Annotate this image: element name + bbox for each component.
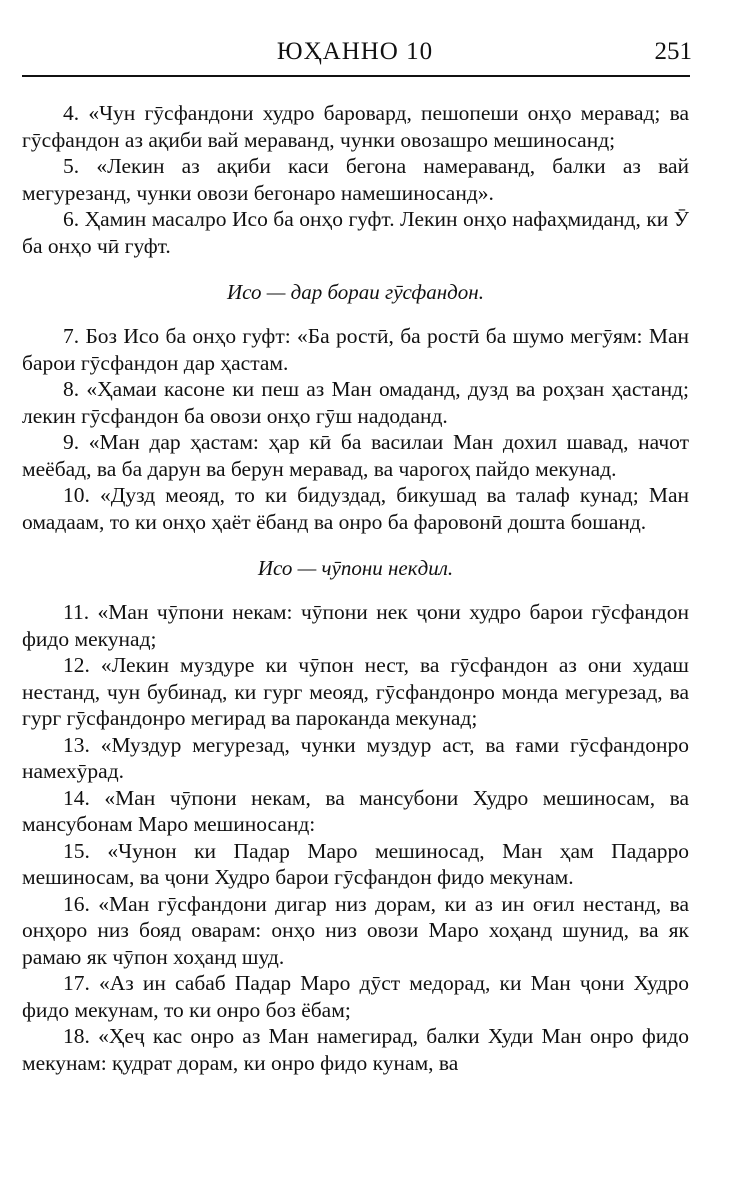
verse-5: 5. «Лекин аз ақиби каси бегона намераванд, балки аз вай мегурезанд, чунки овози бегонаро намешиносанд». [22,154,689,205]
header-rule [22,75,690,77]
verse-15: 15. «Чунон ки Падар Маро мешиносад, Ман ҳам Падарро мешиносам, ва ҷони Худро барои гӯсфандон фидо мекунам. [22,838,689,889]
section-heading-good-shepherd: Исо — чӯпони некдил. [257,556,454,580]
verse-16: 16. «Ман гӯсфандони дигар низ дорам, ки аз ин оғил нестанд, ва онҳоро низ бояд оварам: онҳо низ овози Маро хоҳанд шунид, ва як рамаю як чӯпон хоҳанд шуд. [22,891,689,969]
section-heading-sheep: Исо — дар бораи гӯсфандон. [227,280,484,304]
verse-10: 10. «Дузд меояд, то ки бидуздад, бикушад ва талаф кунад; Ман омадаам, то ки онҳо ҳаёт ёбанд ва онро ба фаровонӣ дошта бошанд. [22,483,689,534]
verse-18: 18. «Ҳеҷ кас онро аз Ман намегирад, балки Худи Ман онро фидо мекунам: қудрат дорам, ки онро фидо кунам, ва [22,1024,689,1075]
running-header [22,38,692,72]
verse-11: 11. «Ман чӯпони некам: чӯпони нек ҷони худро барои гӯсфандон фидо мекунад; [22,600,689,651]
verse-4: 4. «Чун гӯсфандони худро баровард, пешопеши онҳо меравад; ва гӯсфандон аз ақиби вай мераванд, чунки овозашро мешиносанд; [22,101,689,152]
verse-7: 7. Боз Исо ба онҳо гуфт: «Ба ростӣ, ба ростӣ ба шумо мегӯям: Ман барои гӯсфандон дар ҳастам. [22,324,689,375]
verse-13: 13. «Муздур мегурезад, чунки муздур аст, ва ғами гӯсфандонро намехӯрад. [22,732,689,783]
verse-14: 14. «Ман чӯпони некам, ва мансубони Худро мешиносам, ва мансубонам Маро мешиносанд: [22,785,689,836]
verse-6: 6. Ҳамин масалро Исо ба онҳо гуфт. Лекин онҳо нафаҳмиданд, ки Ӯ ба онҳо чӣ гуфт. [22,207,689,258]
verse-8: 8. «Ҳамаи касоне ки пеш аз Ман омаданд, дузд ва роҳзан ҳастанд; лекин гӯсфандон ба овози онҳо гӯш надоданд. [22,377,689,428]
verse-9: 9. «Ман дар ҳастам: ҳар кӣ ба василаи Ман дохил шавад, начот меёбад, ва ба дарун ва берун меравад, ва чарогоҳ пайдо мекунад. [22,430,689,481]
verse-17: 17. «Аз ин сабаб Падар Маро дӯст медорад, ки Ман ҷони Худро фидо мекунам, то ки онро боз ёбам; [22,971,689,1022]
chapter-title: ЮҲАННО 10 [276,38,434,65]
page-body [22,100,689,1076]
verse-12: 12. «Лекин муздуре ки чӯпон нест, ва гӯсфандон аз они худаш нестанд, чун бубинад, ки гург меояд, гӯсфандонро монда мегурезад, ва гург гӯсфандонро мегирад ва пароканда мекунад; [22,653,689,730]
page-number: 251 [654,38,692,65]
